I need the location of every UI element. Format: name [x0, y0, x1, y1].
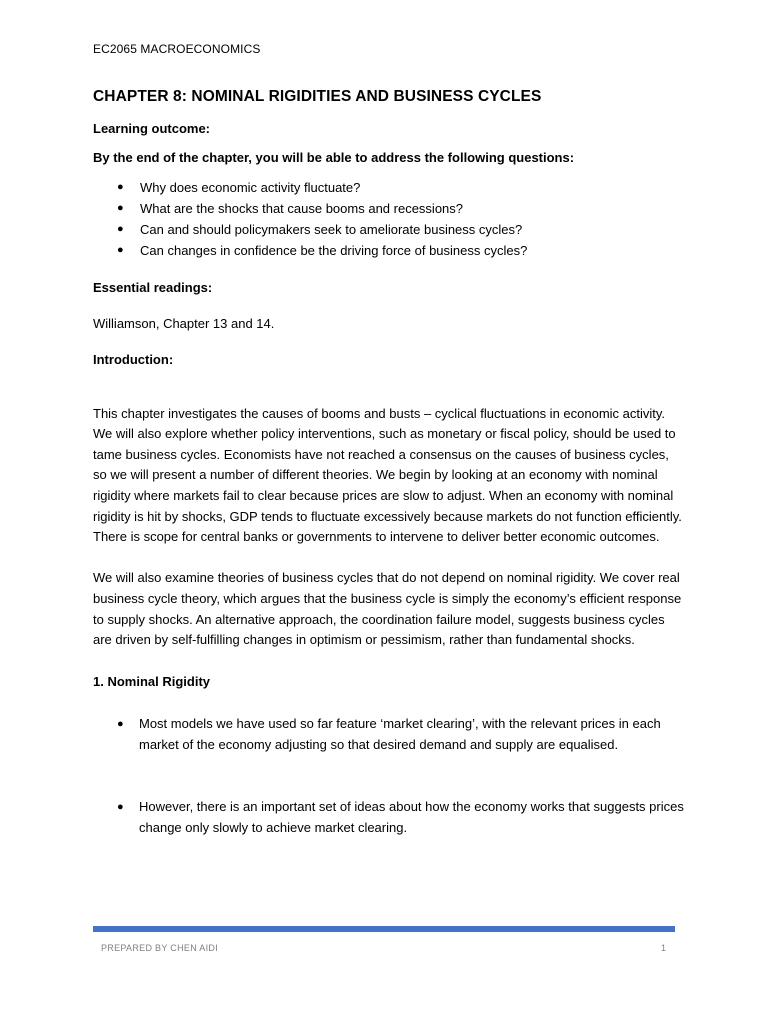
bullet-text: However, there is an important set of ideas about how the economy works that suggests prices change only slowly to achieve market clearing. — [139, 799, 684, 835]
question-text: What are the shocks that cause booms and recessions? — [140, 201, 464, 216]
bullet-icon: ● — [117, 244, 124, 256]
bullet-icon: ● — [117, 718, 124, 730]
introduction-paragraph: We will also examine theories of business cycles that do not depend on nominal rigidity. We cover real business cycle theory, which argues that the business cycle is simply the economy’s efficient response to supply shocks. An alternative approach, the coordination failure model, suggests business cycles are driven by self-fulfilling changes in optimism or pessimism, rather than fundamental shocks. — [93, 570, 682, 648]
question-text: Can changes in confidence be the driving force of business cycles? — [140, 243, 528, 258]
bullet-icon: ● — [117, 202, 124, 214]
introduction-heading: Introduction: — [93, 352, 174, 367]
bullet-icon: ● — [117, 223, 124, 235]
bullet-icon: ● — [117, 181, 124, 193]
rigidity-bullet-list — [93, 714, 693, 755]
list-item — [93, 198, 693, 219]
bullet-icon: ● — [117, 801, 124, 813]
question-text: Why does economic activity fluctuate? — [140, 180, 361, 195]
question-text: Can and should policymakers seek to ameliorate business cycles? — [140, 222, 523, 237]
list-item — [93, 177, 693, 198]
learning-outcome-heading: Learning outcome: — [93, 121, 211, 136]
essential-readings-heading: Essential readings: — [93, 280, 213, 295]
introduction-body — [93, 383, 683, 671]
introduction-paragraph: This chapter investigates the causes of booms and busts – cyclical fluctuations in economic activity. We will also explore whether policy interventions, such as monetary or fiscal policy, should be used to tame business cycles. Economists have not reached a consensus on the causes of business cycles, so we will present a number of different theories. We begin by looking at an economy with nominal rigidity where markets fail to clear because prices are slow to adjust. When an economy with nominal rigidity is hit by shocks, GDP tends to fluctuate excessively because markets do not function efficiently. There is scope for central banks or governments to intervene to deliver better economic outcomes. — [93, 405, 682, 545]
list-item — [93, 714, 693, 755]
list-item — [93, 797, 693, 838]
running-header: EC2065 MACROECONOMICS — [93, 42, 261, 56]
footer-prepared-by: PREPARED BY CHEN AIDI — [101, 943, 218, 953]
list-item — [93, 219, 693, 240]
learning-outcome-intro: By the end of the chapter, you will be able to address the following questions: — [93, 150, 575, 165]
chapter-title: CHAPTER 8: NOMINAL RIGIDITIES AND BUSINESS CYCLES — [93, 88, 542, 105]
essential-readings-text: Williamson, Chapter 13 and 14. — [93, 316, 275, 331]
bullet-text: Most models we have used so far feature ‘market clearing’, with the relevant prices in each market of the economy adjusting so that desired demand and supply are equalised. — [139, 716, 661, 752]
footer-divider — [93, 926, 675, 932]
rigidity-bullet-list — [93, 797, 693, 838]
questions-list — [93, 177, 693, 261]
page-number: 1 — [661, 943, 667, 953]
list-item — [93, 240, 693, 261]
section-heading: 1. Nominal Rigidity — [93, 674, 211, 689]
